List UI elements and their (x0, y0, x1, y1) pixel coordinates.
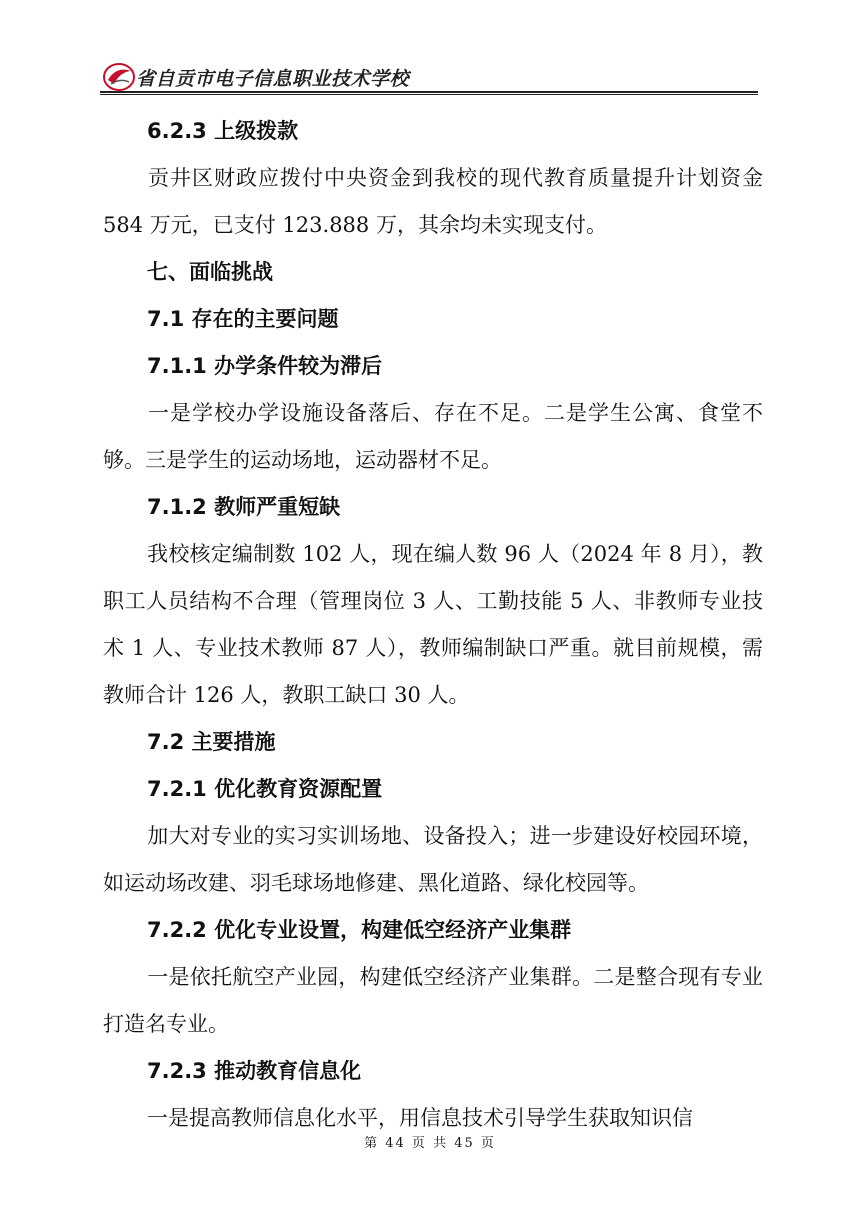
header-divider-thin (100, 94, 758, 95)
section-heading: 7.1.2 教师严重短缺 (147, 495, 341, 519)
page-number: 第 44 页 共 45 页 (364, 1136, 496, 1151)
header-divider (100, 91, 758, 93)
paragraph: 一是学校办学设施设备落后、存在不足。二是学生公寓、食堂不够。三是学生的运动场地，运动器材不足。 (103, 401, 763, 472)
section-heading: 7.2.3 推动教育信息化 (147, 1059, 362, 1083)
paragraph: 加大对专业的实习实训场地、设备投入；进一步建设好校园环境，如运动场改建、羽毛球场地修建、黑化道路、绿化校园等。 (103, 824, 763, 895)
paragraph: 贡井区财政应拨付中央资金到我校的现代教育质量提升计划资金 584 万元，已支付 123.888 万，其余均未实现支付。 (103, 166, 763, 237)
document-body (103, 108, 763, 1142)
section-heading: 6.2.3 上级拨款 (147, 119, 299, 143)
page-header (100, 60, 758, 94)
section-heading: 7.2 主要措施 (147, 730, 276, 754)
section-heading: 7.2.2 优化专业设置，构建低空经济产业集群 (147, 918, 572, 942)
paragraph: 我校核定编制数 102 人，现在编人数 96 人（2024 年 8 月），教职工人员结构不合理（管理岗位 3 人、工勤技能 5 人、非教师专业技术 1 人、专业技术教师 87 人），教师编制缺口严重。就目前规模，需教师合计 126 人，教职工缺口 30 人。 (103, 542, 763, 707)
chapter-heading: 七、面临挑战 (147, 260, 273, 284)
school-name: 省自贡市电子信息职业技术学校 (136, 68, 410, 90)
school-logo-icon (102, 62, 136, 92)
paragraph: 一是依托航空产业园，构建低空经济产业集群。二是整合现有专业打造名专业。 (103, 965, 763, 1036)
section-heading: 7.1 存在的主要问题 (147, 307, 339, 331)
section-heading: 7.2.1 优化教育资源配置 (147, 777, 383, 801)
paragraph: 一是提高教师信息化水平，用信息技术引导学生获取知识信 (147, 1106, 693, 1130)
section-heading: 7.1.1 办学条件较为滞后 (147, 354, 383, 378)
